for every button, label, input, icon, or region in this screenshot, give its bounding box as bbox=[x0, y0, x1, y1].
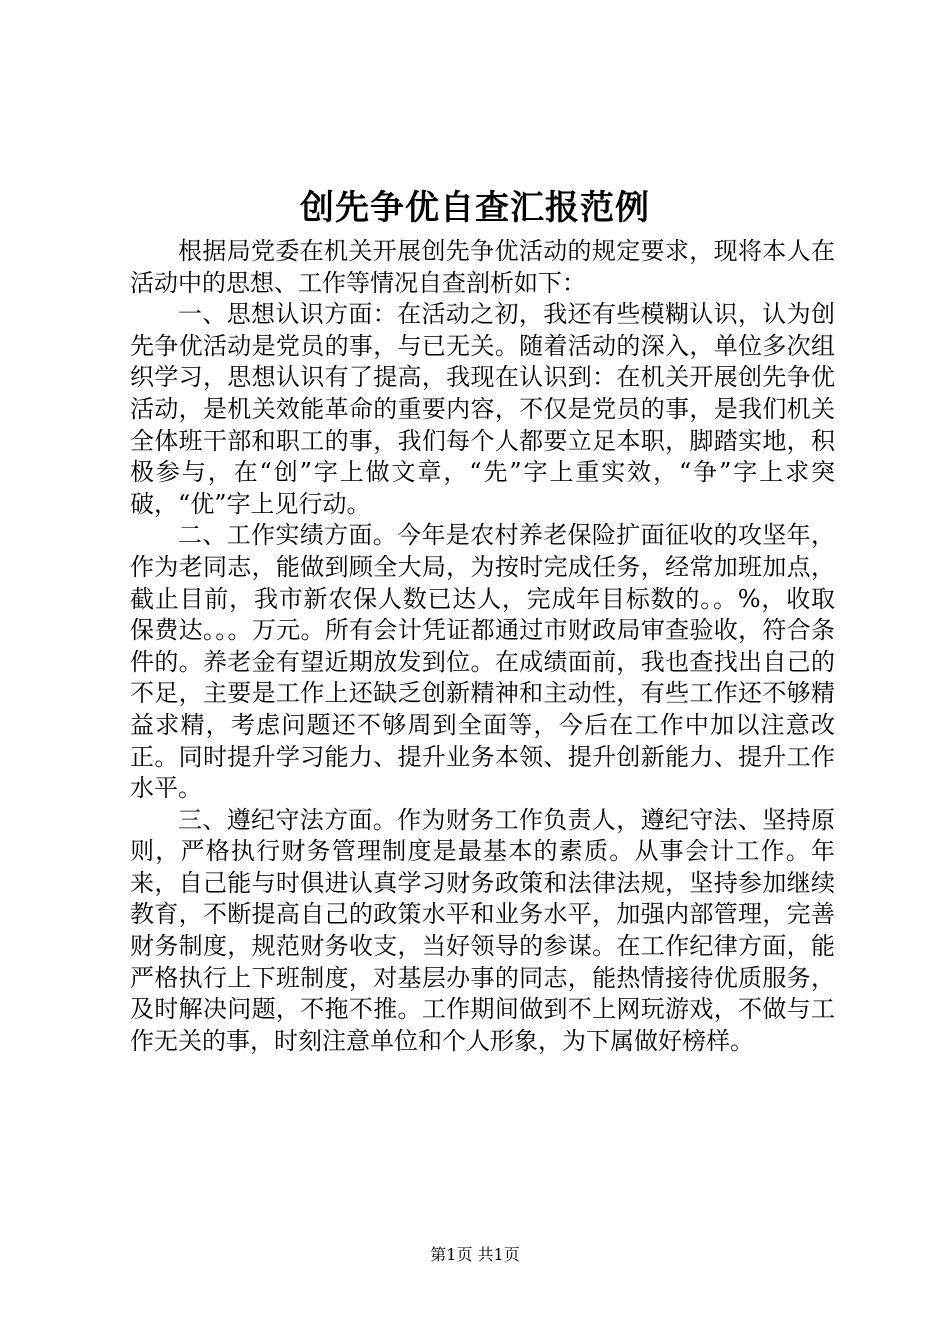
paragraph-intro: 根据局党委在机关开展创先争优活动的规定要求，现将本人在活动中的思想、工作等情况自查剖析如下： bbox=[130, 237, 835, 297]
document-body bbox=[130, 236, 835, 1057]
paragraph-work: 二、工作实绩方面。今年是农村养老保险扩面征收的攻坚年，作为老同志，能做到顾全大局，为按时完成任务，经常加班加点，截止目前，我市新农保人数已达人，完成年目标数的。。%，收取保费达。。。万元。所有会计凭证都通过市财政局审查验收，符合条件的。养老金有望近期放发到位。在成绩面前，我也查找出自己的不足，主要是工作上还缺乏创新精神和主动性，有些工作还不够精益求精，考虑问题还不够周到全面等，今后在工作中加以注意改正。同时提升学习能力、提升业务本领、提升创新能力、提升工作水平。 bbox=[130, 521, 835, 803]
paragraph-discipline: 三、遵纪守法方面。作为财务工作负责人，遵纪守法、坚持原则，严格执行财务管理制度是最基本的素质。从事会计工作。年来，自己能与时俱进认真学习财务政策和法律法规，坚持参加继续教育，不断提高自己的政策水平和业务水平，加强内部管理，完善财务制度，规范财务收支，当好领导的参谋。在工作纪律方面，能严格执行上下班制度，对基层办事的同志，能热情接待优质服务，及时解决问题，不拖不推。工作期间做到不上网玩游戏，不做与工作无关的事，时刻注意单位和个人形象，为下属做好榜样。 bbox=[130, 805, 835, 1055]
document-title: 创先争优自查汇报范例 bbox=[300, 188, 650, 228]
page-number: 第1页 共1页 bbox=[430, 1245, 520, 1264]
paragraph-thought: 一、思想认识方面：在活动之初，我还有些模糊认识，认为创先争优活动是党员的事，与已无关。随着活动的深入，单位多次组织学习，思想认识有了提高，我现在认识到：在机关开展创先争优活动，是机关效能革命的重要内容，不仅是党员的事，是我们机关全体班干部和职工的事，我们每个人都要立足本职，脚踏实地，积极参与，在“创”字上做文章，“先”字上重实效，“争”字上求突破，“优”字上见行动。 bbox=[130, 300, 835, 518]
